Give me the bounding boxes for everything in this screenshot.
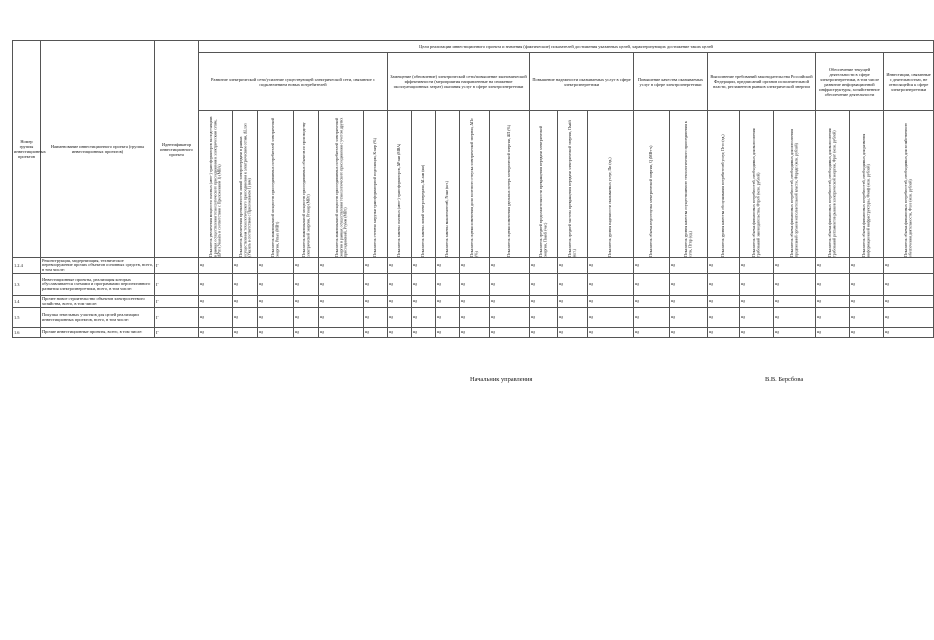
group-header-quality: Повышение качества оказываемых услуг в сфере электроэнергетики: [634, 53, 708, 111]
indicator-value-cell: нд: [388, 274, 412, 296]
indicator-value-cell: нд: [319, 328, 364, 338]
indicator-value-cell: нд: [436, 258, 460, 274]
indicator-value-cell: нд: [233, 258, 258, 274]
indicator-header: Показатель объема финансовых потребностей, необходимых для выполнения требований законодательства, Фтреб (млн. рублей): [740, 111, 774, 258]
indicator-value-cell: нд: [670, 258, 708, 274]
indicator-value-cell: нд: [558, 328, 588, 338]
indicator-value-cell: нд: [412, 258, 436, 274]
row-project-name: Инвестиционные проекты, реализация которых обуславливается схемами и программами перспективного развития электроэнергетики, всего, в том числе:: [41, 274, 155, 296]
indicator-value-cell: нд: [364, 274, 388, 296]
indicator-value-cell: нд: [364, 328, 388, 338]
indicator-value-cell: нд: [233, 328, 258, 338]
indicator-value-cell: нд: [258, 258, 294, 274]
indicator-value-cell: нд: [884, 258, 934, 274]
indicator-value-cell: нд: [884, 274, 934, 296]
row-project-name: Реконструкция, модернизация, техническое перевооружение прочих объектов основных средств, всего, в том числе:: [42, 257, 153, 272]
row-number: 1.4: [13, 296, 41, 308]
row-project-id: Г: [155, 274, 199, 296]
indicator-value-cell: нд: [199, 258, 233, 274]
indicator-value-cell: нд: [258, 274, 294, 296]
indicator-value-cell: нд: [670, 296, 708, 308]
group-header-network-replacement: Замещение (обновление) электрической сети/повышение экономической эффективности (мероприятия направленные на снижение эксплуатационных затрат) оказания услуг в сфере электроэнергетики: [388, 53, 530, 111]
top-group-header: Цели реализации инвестиционного проекта и значения (фактические) показателей достижения указанных целей, характеризующих достижение таких целей: [199, 41, 934, 53]
indicator-value-cell: нд: [388, 328, 412, 338]
indicator-value-cell: нд: [436, 274, 460, 296]
signature-title: Начальник управления: [470, 376, 533, 383]
indicator-value-cell: нд: [884, 328, 934, 338]
indicator-value-cell: нд: [740, 258, 774, 274]
indicator-value-cell: нд: [634, 296, 670, 308]
indicator-value-cell: нд: [490, 308, 530, 328]
indicator-header: Показатель объема финансовых потребностей, необходимых для исполнения предписаний органов исполнительной власти, Фпредп (млн. рублей): [774, 111, 816, 258]
indicator-value-cell: нд: [634, 308, 670, 328]
indicator-header: Показатель средней частоты прекращения передачи электрической энергии, Пsaifi (шт.): [558, 111, 588, 258]
indicator-value-cell: нд: [412, 296, 436, 308]
indicator-value-cell: нд: [199, 296, 233, 308]
indicator-value-cell: нд: [258, 328, 294, 338]
signature-person: В.В. Берсбова: [765, 376, 804, 383]
indicator-value-cell: нд: [850, 328, 884, 338]
indicator-value-cell: нд: [740, 296, 774, 308]
indicator-value-cell: нд: [388, 296, 412, 308]
indicator-value-cell: нд: [294, 328, 319, 338]
row-project-id: Г: [155, 258, 199, 274]
indicator-value-cell: нд: [233, 296, 258, 308]
indicator-value-cell: нд: [460, 308, 490, 328]
group-header-non-energy: Инвестиции, связанные с деятельностью, не относящейся к сфере электроэнергетики: [884, 53, 934, 111]
row-project-name: Прочие инвестиционные проекты, всего, в том числе:: [41, 328, 155, 338]
indicator-header: Показатель увеличения мощности силовых (авто-) трансформаторов на подстанциях в рамках осуществления технологического присоединения к электрическим сетям, ΔPтп (Указать в соответствии с Приложением 1) (МВА): [199, 111, 233, 258]
indicator-header: Показатель уровня качества осуществляемого технологического присоединения к сети, Птпр (ед.): [670, 111, 708, 258]
indicator-value-cell: нд: [294, 258, 319, 274]
indicator-value-cell: нд: [199, 274, 233, 296]
indicator-header: Показатель степени загрузки трансформаторной подстанции, Kзагр (%): [364, 111, 388, 258]
indicator-header: Показатель оценки изменения доли полезного отпуска электрической энергии, ΔПо (%): [460, 111, 490, 258]
row-number: 1.6: [13, 328, 41, 338]
indicator-value-cell: нд: [558, 274, 588, 296]
indicator-header: Показатель средней продолжительности прекращения передачи электрической энергии, Пsaidi (час): [530, 111, 558, 258]
indicator-value-cell: нд: [490, 296, 530, 308]
table-row: [13, 296, 934, 308]
indicator-header: Показатель увеличения протяженности линий электропередачи в рамках осуществления технологического присоединения к электрическим сетям, ΔLлэп (Указать в соответствии с Приложением 1) (км): [233, 111, 258, 258]
report-sheet: [12, 40, 931, 338]
indicator-header: Показатель максимальной мощности присоединяемых потребителей электрической энергии в рамках осуществления технологического присоединения с учетом других присоединений, Pсумм (МВт): [319, 111, 364, 258]
indicator-value-cell: нд: [558, 308, 588, 328]
indicator-value-cell: нд: [708, 328, 740, 338]
indicator-value-cell: нд: [319, 258, 364, 274]
table-row: [13, 308, 934, 328]
indicator-value-cell: нд: [558, 258, 588, 274]
indicator-value-cell: нд: [740, 308, 774, 328]
indicator-value-cell: нд: [530, 328, 558, 338]
group-header-legal-requirements: Выполнение требований законодательства Российской Федерации, предписаний органов исполнительной власти, регламентов рынков электрической энергии: [708, 53, 816, 111]
indicator-header: Показатель максимальной мощности присоединяемых объектов по производству электрической энергии, Pгенер (МВт): [294, 111, 319, 258]
table-row: [13, 274, 934, 296]
indicator-header: Показатель оценки изменения удельных потерь электрической энергии, ΔП (%): [490, 111, 530, 258]
indicator-value-cell: нд: [460, 274, 490, 296]
indicator-value-cell: нд: [294, 308, 319, 328]
col-header-project-name: Наименование инвестиционного проекта (группы инвестиционных проектов): [41, 41, 155, 258]
indicator-value-cell: нд: [436, 296, 460, 308]
indicator-value-cell: нд: [412, 274, 436, 296]
indicator-value-cell: нд: [816, 328, 850, 338]
indicator-value-cell: нд: [460, 328, 490, 338]
indicator-value-cell: нд: [436, 308, 460, 328]
indicator-header: Показатель объема финансовых потребностей, необходимых для хозяйственного обеспечения деятельности, Фхоз (млн. рублей): [884, 111, 934, 258]
group-header-network-development: Развитие электрической сети/усиление существующей электрической сети, связанное с подключением новых потребителей: [199, 53, 388, 111]
indicator-value-cell: нд: [774, 328, 816, 338]
indicator-header: Показатель замены выключателей, Nзам (шт.): [436, 111, 460, 258]
indicator-value-cell: нд: [558, 296, 588, 308]
indicator-value-cell: нд: [816, 258, 850, 274]
indicator-value-cell: нд: [740, 328, 774, 338]
indicator-value-cell: нд: [412, 308, 436, 328]
indicator-header: Показатель уровня надежности оказываемых услуг, Пн (ед.): [588, 111, 634, 258]
indicator-value-cell: нд: [412, 328, 436, 338]
indicator-value-cell: нд: [490, 274, 530, 296]
table-row: [13, 258, 934, 274]
indicator-value-cell: нд: [490, 258, 530, 274]
indicator-value-cell: нд: [364, 296, 388, 308]
row-project-id: Г: [155, 296, 199, 308]
col-header-group-number: Номер группы инвестиционных проектов: [13, 41, 41, 258]
indicator-value-cell: нд: [670, 274, 708, 296]
indicator-value-cell: нд: [319, 296, 364, 308]
indicator-value-cell: нд: [258, 296, 294, 308]
indicator-value-cell: нд: [634, 328, 670, 338]
indicator-value-cell: нд: [816, 296, 850, 308]
indicator-value-cell: нд: [233, 308, 258, 328]
group-header-reliability: Повышение надежности оказываемых услуг в сфере электроэнергетики: [530, 53, 634, 111]
indicator-value-cell: нд: [850, 296, 884, 308]
indicator-value-cell: нд: [670, 308, 708, 328]
indicator-value-cell: нд: [634, 258, 670, 274]
indicator-value-cell: нд: [199, 308, 233, 328]
indicator-value-cell: нд: [884, 308, 934, 328]
indicator-value-cell: нд: [530, 258, 558, 274]
row-project-name: Прочее новое строительство объектов электросетевого хозяйства, всего, в том числе:: [41, 296, 155, 308]
indicator-value-cell: нд: [740, 274, 774, 296]
indicator-value-cell: нд: [634, 274, 670, 296]
indicator-value-cell: нд: [460, 296, 490, 308]
indicator-value-cell: нд: [816, 274, 850, 296]
indicator-value-cell: нд: [884, 296, 934, 308]
indicator-value-cell: нд: [294, 274, 319, 296]
row-number: 1.3: [13, 274, 41, 296]
indicator-value-cell: нд: [588, 328, 634, 338]
indicator-header: Показатель максимальной мощности присоединяемых потребителей электрической энергии, Pmax (МВт): [258, 111, 294, 258]
col-header-project-id: Идентификатор инвестиционного проекта: [155, 41, 199, 258]
indicator-value-cell: нд: [199, 328, 233, 338]
indicator-value-cell: нд: [774, 274, 816, 296]
indicator-value-cell: нд: [774, 296, 816, 308]
indicator-value-cell: нд: [588, 308, 634, 328]
indicator-value-cell: нд: [364, 258, 388, 274]
indicator-value-cell: нд: [233, 274, 258, 296]
indicator-header: Показатель объема финансовых потребностей, необходимых для выполнения требований регламентов рынков электрической энергии, Фрег (млн. рублей): [816, 111, 850, 258]
indicator-value-cell: нд: [319, 274, 364, 296]
indicator-value-cell: нд: [530, 274, 558, 296]
indicator-value-cell: нд: [364, 308, 388, 328]
indicator-header: Показатель замены линий электропередачи, ΔLзам (км): [412, 111, 436, 258]
indicator-value-cell: нд: [294, 296, 319, 308]
indicator-value-cell: нд: [436, 328, 460, 338]
indicator-value-cell: нд: [774, 258, 816, 274]
indicator-value-cell: нд: [460, 258, 490, 274]
row-number: 1.2.4: [13, 258, 41, 274]
indicator-value-cell: нд: [490, 328, 530, 338]
indicator-value-cell: нд: [850, 258, 884, 274]
group-header-current-activity: Обеспечение текущей деятельности в сфере электроэнергетики, в том числе развитие информационной инфраструктуры, хозяйственное обеспечение деятельности: [816, 53, 884, 111]
indicator-value-cell: нд: [816, 308, 850, 328]
indicator-value-cell: нд: [708, 308, 740, 328]
indicator-header: Показатель замены силовых (авто-) трансформаторов, ΔPзам (МВА): [388, 111, 412, 258]
indicator-value-cell: нд: [670, 328, 708, 338]
indicator-value-cell: нд: [708, 258, 740, 274]
indicator-value-cell: нд: [258, 308, 294, 328]
indicator-value-cell: нд: [588, 258, 634, 274]
indicator-header: Показатель уровня качества обслуживания потребителей услуг, Птсо (ед.): [708, 111, 740, 258]
table-body: [13, 258, 934, 338]
row-project-id: Г: [155, 328, 199, 338]
indicator-value-cell: нд: [388, 258, 412, 274]
indicator-value-cell: нд: [319, 308, 364, 328]
indicator-value-cell: нд: [708, 296, 740, 308]
indicator-header: Показатель объема финансовых потребностей, необходимых для развития информационной инфраструктуры, Финф (млн. рублей): [850, 111, 884, 258]
indicator-value-cell: нд: [850, 308, 884, 328]
indicator-value-cell: нд: [530, 308, 558, 328]
indicator-value-cell: нд: [708, 274, 740, 296]
row-number: 1.5: [13, 308, 41, 328]
table-row: [13, 328, 934, 338]
indicator-value-cell: нд: [774, 308, 816, 328]
indicator-value-cell: нд: [388, 308, 412, 328]
row-project-id: Г: [155, 308, 199, 328]
indicators-table: [12, 40, 934, 338]
row-project-name: Покупка земельных участков для целей реализации инвестиционных проектов, всего, в том числе:: [41, 308, 155, 328]
indicator-value-cell: нд: [530, 296, 558, 308]
indicator-header: Показатель объема недоотпуска электрической энергии, Q (МВт·ч): [634, 111, 670, 258]
indicator-value-cell: нд: [588, 274, 634, 296]
indicator-value-cell: нд: [588, 296, 634, 308]
indicator-value-cell: нд: [850, 274, 884, 296]
